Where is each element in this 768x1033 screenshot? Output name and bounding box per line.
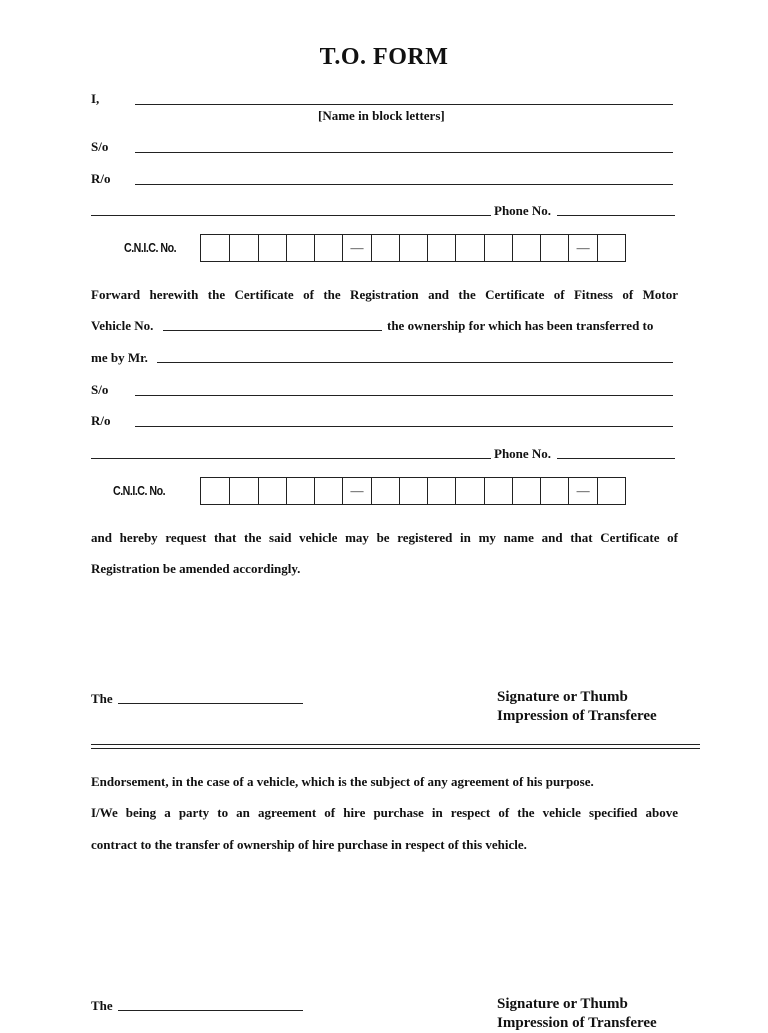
cnic-label: C.N.I.C. No. [124, 240, 177, 255]
cnic-digit-box[interactable] [286, 235, 314, 261]
endorsement-date-field[interactable] [118, 1010, 303, 1011]
name-hint: [Name in block letters] [318, 108, 445, 123]
ro-field[interactable] [135, 184, 673, 185]
cnic-separator-box: — [342, 235, 370, 261]
cnic-digit-box[interactable] [258, 235, 286, 261]
cnic-separator-box: — [342, 478, 370, 504]
cnic-digit-box[interactable] [258, 478, 286, 504]
cnic-digit-box[interactable] [371, 478, 399, 504]
cnic-digit-box[interactable] [427, 235, 455, 261]
cnic-digit-box[interactable] [455, 235, 483, 261]
vehicle-no-field[interactable] [163, 330, 382, 331]
cnic-digit-box[interactable] [512, 235, 540, 261]
ro-label: R/o [91, 413, 111, 428]
so-field[interactable] [135, 152, 673, 153]
divider-top [91, 744, 700, 745]
form-title: T.O. FORM [319, 44, 449, 70]
phone-label: Phone No. [494, 446, 552, 461]
cnic-separator-box: — [568, 478, 596, 504]
cnic-digit-box[interactable] [484, 478, 512, 504]
address-field[interactable] [91, 215, 491, 216]
date-label: The [91, 691, 113, 706]
ownership-text: the ownership for which has been transferred to [387, 318, 654, 333]
cnic-digit-box[interactable] [512, 478, 540, 504]
so-label: S/o [91, 139, 109, 154]
i-label: I, [91, 91, 100, 106]
cnic-digit-box[interactable] [229, 478, 257, 504]
cnic-digit-box[interactable] [427, 478, 455, 504]
signature-caption-line1: Signature or Thumb [497, 689, 628, 705]
cnic-digit-box[interactable] [286, 478, 314, 504]
cnic-digit-box[interactable] [597, 235, 625, 261]
cnic-digit-box[interactable] [201, 478, 229, 504]
cnic-digit-box[interactable] [371, 235, 399, 261]
cnic-digit-box[interactable] [314, 235, 342, 261]
name-field[interactable] [135, 104, 673, 105]
cnic-digit-box[interactable] [597, 478, 625, 504]
cnic-digit-box[interactable] [201, 235, 229, 261]
forward-text: Forward herewith the Certificate of the Registration and the Certificate of Fitness of Motor [91, 287, 678, 302]
endorsement-heading: Endorsement, in the case of a vehicle, which is the subject of any agreement of his purpose. [91, 774, 594, 789]
cnic-digit-box[interactable] [399, 235, 427, 261]
transferor-cnic-boxes[interactable] [200, 477, 626, 505]
phone-field[interactable] [557, 215, 675, 216]
transferor-name-field[interactable] [157, 362, 673, 363]
endorsement-text-line2: contract to the transfer of ownership of hire purchase in respect of this vehicle. [91, 837, 527, 852]
endorsement-signature-caption-line2: Impression of Transferee [497, 1015, 657, 1031]
phone-label: Phone No. [494, 203, 552, 218]
request-text-line1: and hereby request that the said vehicle may be registered in my name and that Certificate of [91, 530, 678, 545]
cnic-digit-box[interactable] [229, 235, 257, 261]
cnic-digit-box[interactable] [540, 478, 568, 504]
cnic-digit-box[interactable] [455, 478, 483, 504]
cnic-digit-box[interactable] [314, 478, 342, 504]
endorsement-signature-caption-line1: Signature or Thumb [497, 996, 628, 1012]
divider-bottom [91, 748, 700, 749]
date-field[interactable] [118, 703, 303, 704]
transferor-phone-field[interactable] [557, 458, 675, 459]
me-by-mr-label: me by Mr. [91, 350, 148, 365]
transferor-so-field[interactable] [135, 395, 673, 396]
transferor-ro-field[interactable] [135, 426, 673, 427]
cnic-label: C.N.I.C. No. [113, 483, 166, 498]
cnic-digit-box[interactable] [484, 235, 512, 261]
endorsement-date-label: The [91, 998, 113, 1013]
vehicle-no-label: Vehicle No. [91, 318, 154, 333]
ro-label: R/o [91, 171, 111, 186]
cnic-digit-box[interactable] [399, 478, 427, 504]
cnic-separator-box: — [568, 235, 596, 261]
endorsement-text-line1: I/We being a party to an agreement of hire purchase in respect of the vehicle specified above [91, 805, 678, 820]
so-label: S/o [91, 382, 109, 397]
cnic-boxes[interactable] [200, 234, 626, 262]
transferor-address-field[interactable] [91, 458, 491, 459]
cnic-digit-box[interactable] [540, 235, 568, 261]
request-text-line2: Registration be amended accordingly. [91, 561, 301, 576]
signature-caption-line2: Impression of Transferee [497, 708, 657, 724]
